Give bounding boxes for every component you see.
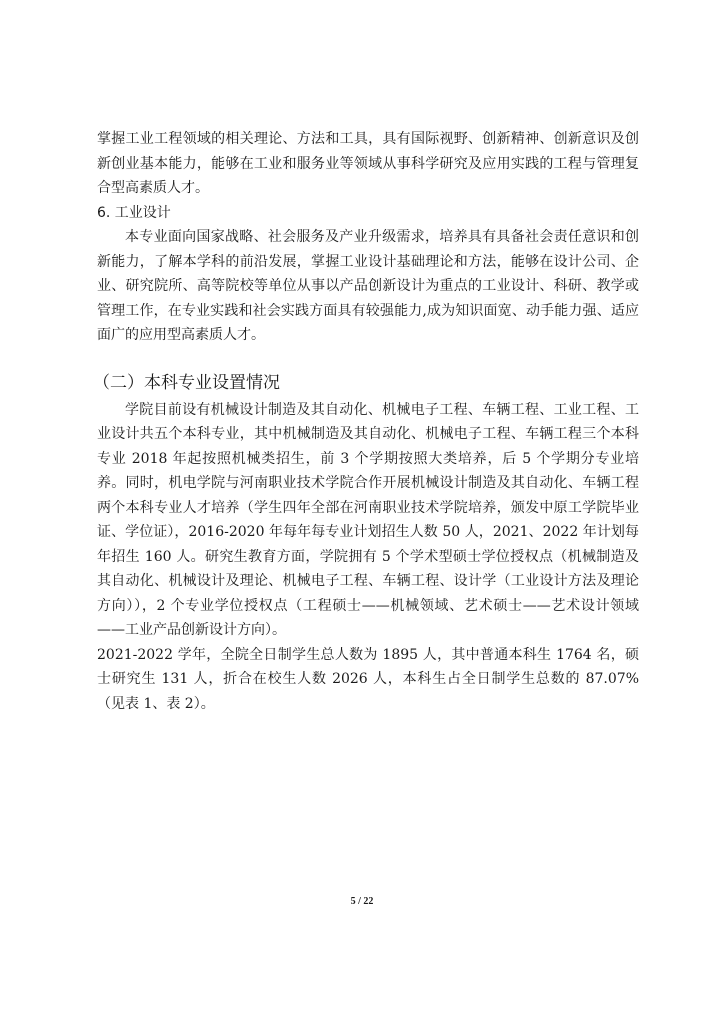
page-content	[93, 127, 639, 716]
page-number: 5 / 22	[350, 896, 374, 907]
heading-industrial-design: 6. 工业设计	[97, 204, 171, 221]
section-title-undergraduate-majors: （二）本科专业设置情况	[93, 372, 280, 393]
paragraph-majors-overview: 学院目前设有机械设计制造及其自动化、机械电子工程、车辆工程、工业工程、工业设计共五个本科专业，其中机械制造及其自动化、机械电子工程、车辆工程三个本科专业 2018 年起按照机械类招生，前 3 个学期按照大类培养，后 5 个学期分专业培养。同时，机电学院与河南职业技术学院合作开展机械设计制造及其自动化、车辆工程两个本科专业人才培养（学生四年全部在河南职业技术学院培养，颁发中原工学院毕业证、学位证），2016-2020 年每年每专业计划招生人数 50 人，2021、2022 年计划每年招生 160 人。研究生教育方面，学院拥有 5 个学术型硕士学位授权点（机械制造及其自动化、机械设计及理论、机械电子工程、车辆工程、设计学（工业设计方法及理论方向）），2 个专业学位授权点（工程硕士——机械领域、艺术硕士——艺术设计领域——工业产品创新设计方向）。	[97, 401, 639, 638]
paragraph-industrial-design: 本专业面向国家战略、社会服务及产业升级需求，培养具有具备社会责任意识和创新能力，了解本学科的前沿发展，掌握工业设计基础理论和方法，能够在设计公司、企业、研究院所、高等院校等单位从事以产品创新设计为重点的工业设计、科研、教学或管理工作，在专业实践和社会实践方面具有较强能力,成为知识面宽、动手能力强、适应面广的应用型高素质人才。	[97, 229, 639, 343]
paragraph-training-goal-continued: 掌握工业工程领域的相关理论、方法和工具，具有国际视野、创新精神、创新意识及创新创业基本能力，能够在工业和服务业等领域从事科学研究及应用实践的工程与管理复合型高素质人才。	[97, 131, 639, 196]
paragraph-student-statistics: 2021-2022 学年，全院全日制学生总人数为 1895 人，其中普通本科生 1764 名，硕士研究生 131 人，折合在校生人数 2026 人，本科生占全日制学生总数的 87.07%（见表 1、表 2）。	[97, 646, 639, 712]
